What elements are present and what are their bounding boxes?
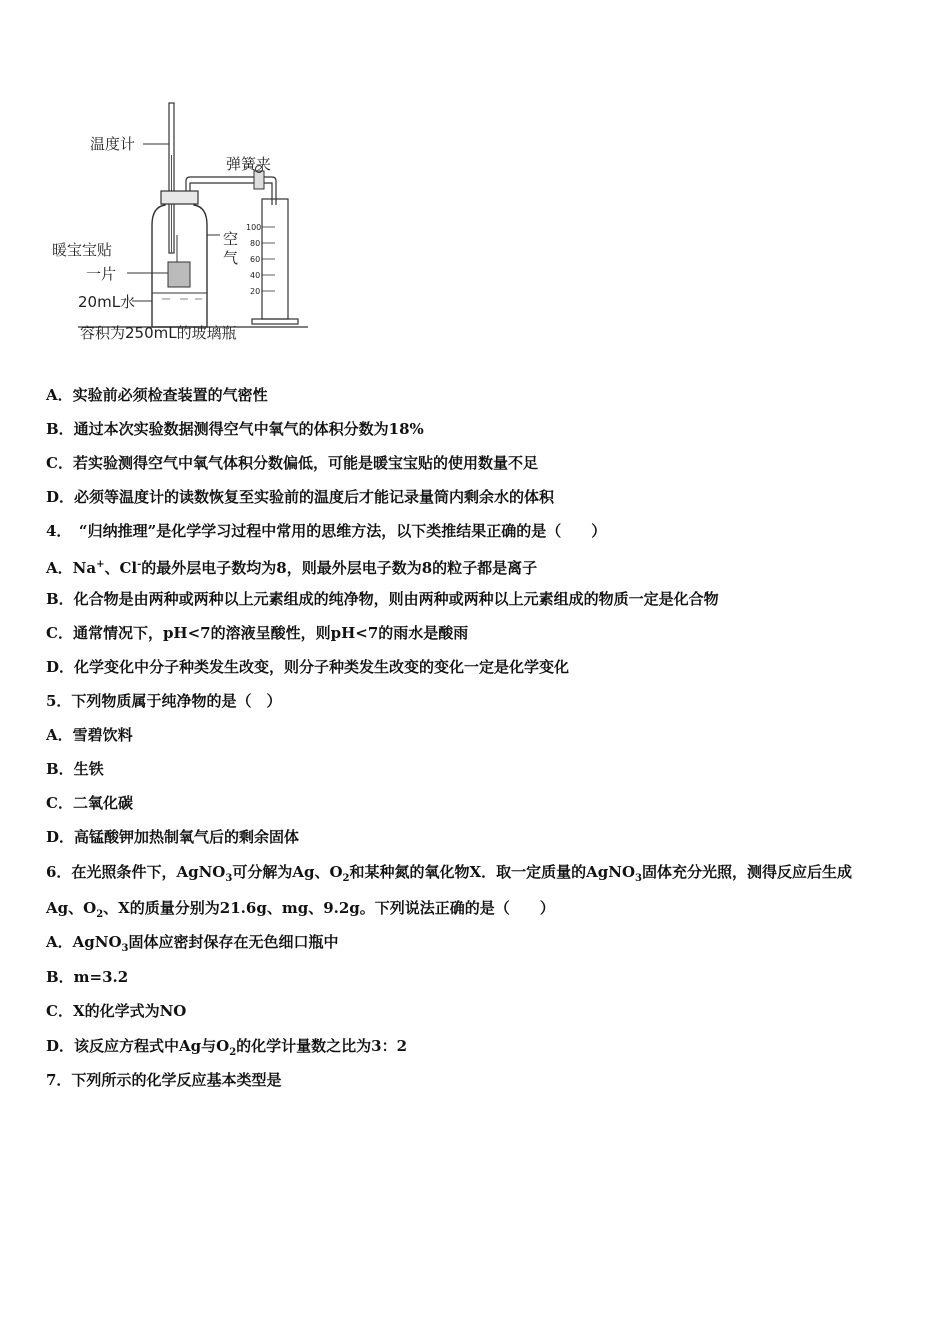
q6-d-sub: 2: [229, 1047, 237, 1058]
q6-text: 固体充分光照，测得反应后生成: [642, 863, 853, 881]
q4-a-prefix: A．Na: [46, 559, 97, 577]
q6-text: Ag、O: [46, 899, 97, 917]
apparatus-diagram: [40, 95, 310, 355]
label-spring-clip: 弹簧夹: [226, 155, 272, 173]
q6-option-d: [46, 1036, 407, 1063]
q6-option-a: [46, 932, 339, 959]
apparatus-figure: [40, 95, 310, 355]
q5-option-c: C．二氧化碳: [46, 794, 133, 812]
q4-a-sup2: -: [137, 559, 142, 570]
spring-clip: [254, 171, 264, 189]
label-heat-pack: 暖宝宝贴: [52, 241, 113, 259]
q4-option-a: [46, 555, 537, 578]
rubber-stopper: [161, 191, 198, 204]
q4-option-d: D．化学变化中分子种类发生改变，则分子种类发生改变的变化一定是化学变化: [46, 658, 570, 676]
q6-text: 、X的质量分别为21.6g、mg、9.2g。下列说法正确的是（ ）: [103, 899, 555, 917]
q3-option-b: B．通过本次实验数据测得空气中氧气的体积分数为18%: [46, 420, 424, 438]
q5-option-b: B．生铁: [46, 760, 104, 778]
q6-stem-line1: [46, 862, 852, 889]
q5-option-a: A．雪碧饮料: [46, 726, 133, 744]
q5-stem: 5．下列物质属于纯净物的是（ ）: [46, 692, 282, 710]
label-heat-pack-count: 一片: [86, 265, 117, 283]
q4-stem: 4． “归纳推理”是化学学习过程中常用的思维方法，以下类推结果正确的是（ ）: [46, 522, 607, 540]
q4-a-sup1: +: [96, 559, 105, 570]
q6-sub: 3: [635, 873, 642, 884]
q6-a-text: 固体应密封保存在无色细口瓶中: [128, 933, 339, 951]
q4-a-mid: 、Cl: [104, 559, 138, 577]
q3-option-c: C．若实验测得空气中氧气体积分数偏低，可能是暖宝宝贴的使用数量不足: [46, 454, 538, 472]
q4-a-rest: 的最外层电子数均为8，则最外层电子数为8的粒子都是离子: [141, 559, 538, 577]
q7-stem: 7．下列所示的化学反应基本类型是: [46, 1071, 282, 1089]
cylinder-scale-label: 80: [250, 239, 261, 248]
cylinder-scale-label: 40: [250, 271, 261, 280]
cylinder-scale-label: 100: [246, 223, 262, 232]
q6-stem-line2: [46, 898, 555, 925]
q6-sub: 2: [342, 873, 350, 884]
q6-sub: 3: [225, 873, 233, 884]
q6-text: 6．在光照条件下，AgNO: [46, 863, 226, 881]
q6-sub: 2: [96, 909, 104, 920]
q4-option-b: B．化合物是由两种或两种以上元素组成的纯净物，则由两种或两种以上元素组成的物质一定是化合物: [46, 590, 719, 608]
label-air-2: 气: [223, 249, 239, 267]
cylinder-scale-label: 60: [250, 255, 261, 264]
q6-d-text: D．该反应方程式中Ag与O: [46, 1037, 230, 1055]
label-air-1: 空: [223, 230, 239, 248]
q3-option-a: A．实验前必须检查装置的气密性: [46, 386, 268, 404]
label-thermometer: 温度计: [90, 135, 136, 153]
q6-text: 和某种氮的氧化物X．取一定质量的AgNO: [349, 863, 636, 881]
q6-d-text: 的化学计量数之比为3：2: [236, 1037, 408, 1055]
cylinder-scale-label: 20: [250, 287, 261, 296]
q6-a-sub: 3: [121, 943, 129, 954]
heat-pack: [168, 262, 190, 287]
q3-option-d: D．必须等温度计的读数恢复至实验前的温度后才能记录量筒内剩余水的体积: [46, 488, 555, 506]
label-bottle: 容积为250mL的玻璃瓶: [80, 324, 237, 342]
q6-option-c: C．X的化学式为NO: [46, 1002, 187, 1020]
q4-option-c: C．通常情况下，pH<7的溶液呈酸性，则pH<7的雨水是酸雨: [46, 624, 469, 642]
q5-option-d: D．高锰酸钾加热制氧气后的剩余固体: [46, 828, 300, 846]
cylinder-base: [252, 319, 298, 324]
label-water: 20mL水: [78, 293, 136, 311]
q6-text: 可分解为Ag、O: [232, 863, 343, 881]
q6-a-text: A．AgNO: [46, 933, 122, 951]
q6-option-b: B．m=3.2: [46, 968, 129, 986]
